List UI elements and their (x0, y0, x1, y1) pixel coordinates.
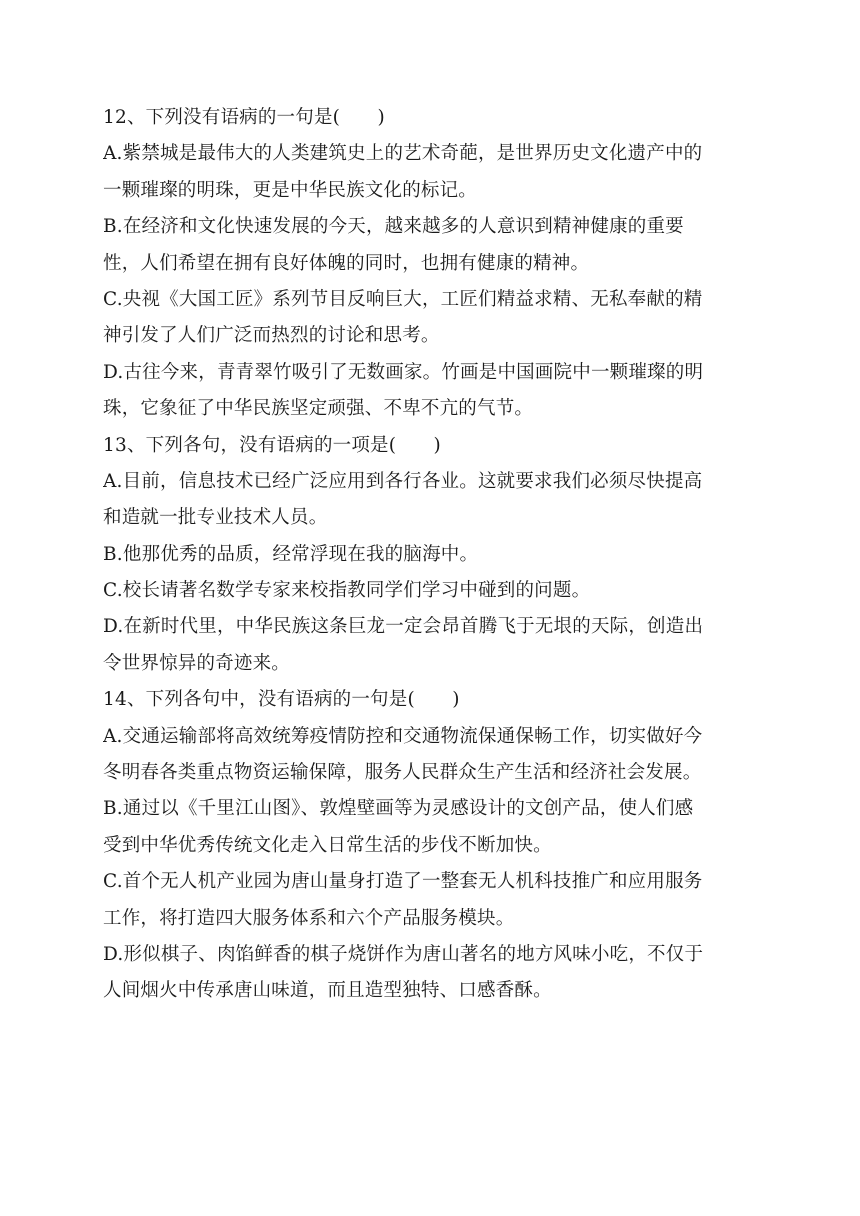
option-d (103, 355, 763, 428)
option-a (103, 136, 763, 209)
question-13 (103, 428, 763, 683)
option-line: 珠，它象征了中华民族坚定顽强、不卑不亢的气节。 (103, 398, 534, 420)
option-a (103, 464, 763, 537)
question-12 (103, 100, 763, 428)
option-line: A.交通运输部将高效统筹疫情防控和交通物流保通保畅工作，切实做好今 (103, 725, 703, 747)
question-stem: 13、下列各句，没有语病的一项是( ) (103, 434, 441, 456)
option-c (103, 864, 763, 937)
option-line: 和造就一批专业技术人员。 (103, 507, 328, 529)
document-page (103, 100, 763, 1010)
option-line: 令世界惊异的奇迹来。 (103, 652, 291, 674)
option-b (103, 791, 763, 864)
option-line: A.紫禁城是最伟大的人类建筑史上的艺术奇葩，是世界历史文化遗产中的 (103, 143, 703, 165)
option-line: 人间烟火中传承唐山味道，而且造型独特、口感香酥。 (103, 980, 552, 1002)
option-line: 性，人们希望在拥有良好体魄的同时，也拥有健康的精神。 (103, 252, 590, 274)
option-line: C.首个无人机产业园为唐山量身打造了一整套无人机科技推广和应用服务 (103, 871, 703, 893)
option-b (103, 537, 763, 573)
option-line: C.央视《大国工匠》系列节目反响巨大，工匠们精益求精、无私奉献的精 (103, 288, 703, 310)
option-line: D.形似棋子、肉馅鲜香的棋子烧饼作为唐山著名的地方风味小吃，不仅于 (103, 943, 704, 965)
option-line: 神引发了人们广泛而热烈的讨论和思考。 (103, 325, 440, 347)
option-a (103, 719, 763, 792)
option-line: B.他那优秀的品质，经常浮现在我的脑海中。 (103, 543, 479, 565)
option-line: A.目前，信息技术已经广泛应用到各行各业。这就要求我们必须尽快提高 (103, 470, 703, 492)
option-d (103, 609, 763, 682)
question-stem: 14、下列各句中，没有语病的一句是( ) (103, 689, 460, 711)
option-line: D.古往今来，青青翠竹吸引了无数画家。竹画是中国画院中一颗璀璨的明 (103, 361, 704, 383)
option-line: B.通过以《千里江山图》、敦煌壁画等为灵感设计的文创产品，使人们感 (103, 798, 694, 820)
option-c (103, 573, 763, 609)
option-line: 一颗璀璨的明珠，更是中华民族文化的标记。 (103, 179, 478, 201)
option-line: 冬明春各类重点物资运输保障，服务人民群众生产生活和经济社会发展。 (103, 762, 702, 784)
question-14 (103, 682, 763, 1010)
option-line: D.在新时代里，中华民族这条巨龙一定会昂首腾飞于无垠的天际，创造出 (103, 616, 704, 638)
question-stem: 12、下列没有语病的一句是( ) (103, 107, 385, 128)
option-d (103, 937, 763, 1010)
option-line: C.校长请著名数学专家来校指教同学们学习中碰到的问题。 (103, 580, 591, 602)
option-line: B.在经济和文化快速发展的今天，越来越多的人意识到精神健康的重要 (103, 216, 684, 238)
option-b (103, 209, 763, 282)
option-line: 受到中华优秀传统文化走入日常生活的步伐不断加快。 (103, 834, 552, 856)
option-c (103, 282, 763, 355)
option-line: 工作，将打造四大服务体系和六个产品服务模块。 (103, 907, 515, 929)
